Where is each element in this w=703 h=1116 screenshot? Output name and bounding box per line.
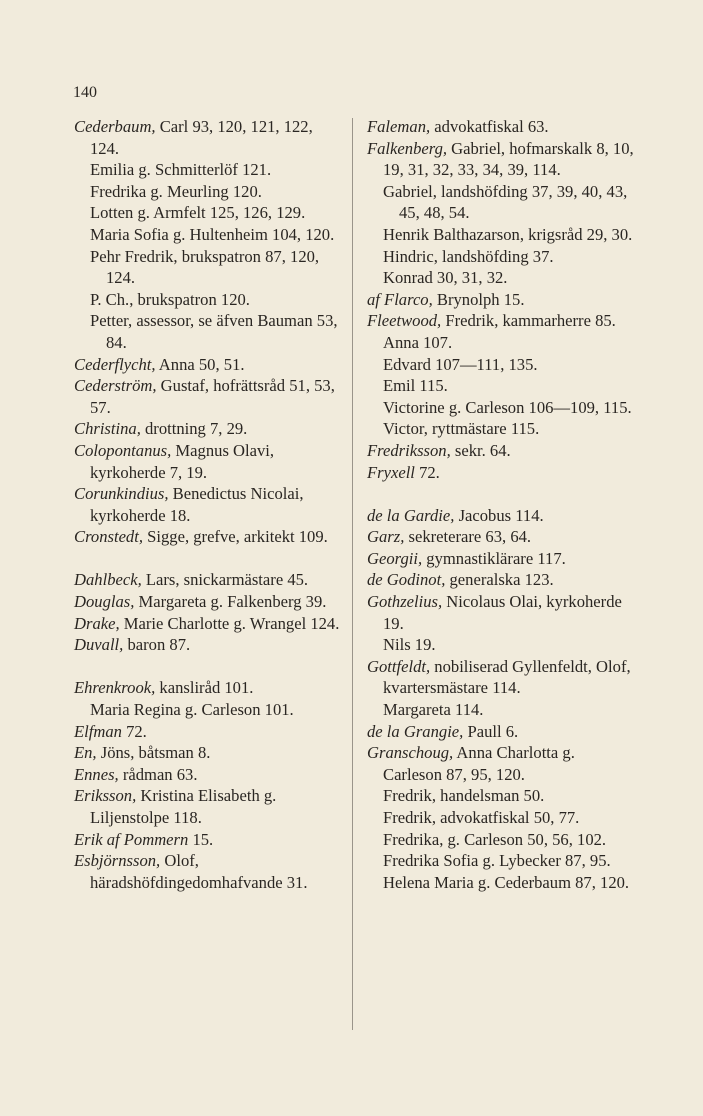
index-entry bbox=[74, 569, 340, 591]
index-entry bbox=[74, 440, 340, 483]
index-entry bbox=[367, 785, 637, 807]
entry-text: advokatfiskal 63. bbox=[430, 117, 549, 136]
index-entry bbox=[74, 634, 340, 656]
entry-text: Edvard 107—111, 135. bbox=[383, 354, 538, 374]
index-entry bbox=[74, 224, 340, 246]
entry-text: Gabriel, hofmarskalk 8, 10, 19, 31, 32, 33, 34, 39, 114. bbox=[383, 138, 634, 180]
index-entry bbox=[367, 699, 637, 721]
entry-text: Jöns, båtsman 8. bbox=[96, 743, 211, 763]
entry-headword: Ehrenkrook, bbox=[74, 678, 156, 698]
entry-text: sekr. 64. bbox=[450, 440, 511, 460]
entry-text: Pehr Fredrik, brukspatron 87, 120, 124. bbox=[90, 246, 320, 288]
entry-text: Anna 107. bbox=[383, 332, 453, 352]
index-entry bbox=[367, 526, 637, 548]
entry-headword: En, bbox=[74, 743, 97, 763]
index-entry bbox=[74, 310, 340, 353]
entry-text: Anna Charlotta g. Carleson 87, 95, 120. bbox=[383, 743, 575, 784]
entry-text: Margareta 114. bbox=[383, 700, 484, 720]
index-entry bbox=[74, 850, 340, 893]
entry-text: Fredrik, advokatfiskal 50, 77. bbox=[383, 808, 580, 827]
index-entry bbox=[367, 634, 637, 656]
entry-headword: Colopontanus, bbox=[74, 440, 172, 460]
index-entry bbox=[367, 267, 637, 289]
index-entry bbox=[74, 742, 340, 764]
index-entry bbox=[74, 829, 340, 851]
entry-headword: Douglas, bbox=[74, 592, 135, 612]
entry-text: Marie Charlotte g. Wrangel 124. bbox=[119, 613, 340, 633]
index-entry bbox=[74, 289, 340, 311]
index-entry bbox=[367, 591, 637, 634]
index-entry bbox=[367, 807, 637, 829]
index-entry bbox=[74, 764, 340, 786]
entry-text: 72. bbox=[414, 462, 440, 482]
entry-text: Fredrik, kammarherre 85. bbox=[441, 311, 616, 331]
entry-text: P. Ch., brukspatron 120. bbox=[90, 289, 250, 309]
index-entry bbox=[74, 785, 340, 828]
index-entry bbox=[74, 591, 340, 613]
column-divider bbox=[352, 118, 353, 1030]
entry-text: 72. bbox=[121, 721, 147, 741]
entry-text: Olof, häradshöfdingedomhafvande 31. bbox=[90, 851, 308, 892]
entry-text: kansliråd 101. bbox=[155, 678, 254, 698]
entry-headword: Dahlbeck, bbox=[74, 570, 142, 590]
index-entry bbox=[74, 613, 340, 635]
index-column-left bbox=[74, 116, 340, 893]
index-entry bbox=[367, 656, 637, 699]
entry-text: baron 87. bbox=[123, 635, 191, 655]
index-entry bbox=[367, 138, 637, 181]
entry-text: Fredrika Sofia g. Lybecker 87, 95. bbox=[383, 851, 611, 871]
index-entry bbox=[367, 181, 637, 224]
index-entry bbox=[367, 354, 637, 376]
entry-text: nobiliserad Gyllenfeldt, Olof, kvartersmästare 114. bbox=[383, 656, 631, 698]
entry-headword: Cederflycht, bbox=[74, 354, 156, 374]
index-entry bbox=[74, 116, 340, 159]
entry-text: Jacobus 114. bbox=[454, 505, 544, 525]
entry-text: Fredrika, g. Carleson 50, 56, 102. bbox=[383, 829, 607, 849]
entry-headword: Cederbaum, bbox=[74, 117, 156, 136]
entry-text: Brynolph 15. bbox=[432, 289, 525, 309]
entry-text: Maria Regina g. Carleson 101. bbox=[90, 700, 294, 720]
index-entry bbox=[367, 310, 637, 332]
index-entry bbox=[367, 224, 637, 246]
index-entry bbox=[74, 699, 340, 721]
entry-text: sekreterare 63, 64. bbox=[404, 527, 532, 547]
index-entry bbox=[74, 677, 340, 699]
entry-text: Hindric, landshöfding 37. bbox=[383, 246, 554, 266]
entry-headword: de la Gardie, bbox=[367, 505, 455, 525]
index-entry bbox=[367, 548, 637, 570]
entry-headword: Faleman, bbox=[367, 117, 431, 136]
entry-headword: Eriksson, bbox=[74, 786, 137, 806]
index-entry bbox=[74, 246, 340, 289]
entry-text: Victorine g. Carleson 106—109, 115. bbox=[383, 397, 632, 417]
index-entry bbox=[74, 526, 340, 548]
index-entry bbox=[367, 462, 637, 484]
entry-headword: Georgii, bbox=[367, 548, 423, 568]
entry-text: generalska 123. bbox=[445, 570, 554, 590]
index-entry bbox=[367, 850, 637, 872]
entry-text: Petter, assessor, se äfven Bauman 53, 84. bbox=[90, 311, 338, 352]
entry-text: Nicolaus Olai, kyrkoherde 19. bbox=[383, 592, 622, 633]
index-entry bbox=[367, 505, 637, 527]
page-number: 140 bbox=[73, 84, 97, 101]
entry-headword: Gothzelius, bbox=[367, 592, 443, 612]
index-entry bbox=[74, 354, 340, 376]
index-entry bbox=[74, 181, 340, 203]
index-entry bbox=[367, 332, 637, 354]
entry-headword: de Godinot, bbox=[367, 570, 446, 590]
entry-headword: Granschoug, bbox=[367, 743, 454, 763]
entry-headword: Fredriksson, bbox=[367, 440, 451, 460]
entry-text: Emilia g. Schmitterlöf 121. bbox=[90, 160, 272, 180]
entry-headword: Ennes, bbox=[74, 764, 119, 784]
entry-text: Nils 19. bbox=[383, 635, 436, 655]
index-entry bbox=[367, 569, 637, 591]
entry-headword: Erik af Pommern bbox=[74, 829, 189, 849]
index-entry bbox=[367, 829, 637, 851]
entry-text: Lotten g. Armfelt 125, 126, 129. bbox=[90, 203, 306, 223]
entry-headword: Falkenberg, bbox=[367, 138, 448, 158]
entry-text: Margareta g. Falkenberg 39. bbox=[134, 592, 327, 612]
entry-text: 15. bbox=[188, 829, 214, 849]
entry-text: Helena Maria g. Cederbaum 87, 120. bbox=[383, 872, 630, 892]
index-entry bbox=[367, 872, 637, 894]
index-entry bbox=[367, 721, 637, 743]
index-entry bbox=[367, 116, 637, 138]
entry-text: Konrad 30, 31, 32. bbox=[383, 268, 508, 288]
index-entry bbox=[367, 289, 637, 311]
entry-text: Lars, snickarmästare 45. bbox=[141, 570, 309, 590]
index-entry bbox=[367, 742, 637, 785]
index-entry bbox=[74, 202, 340, 224]
index-entry bbox=[367, 375, 637, 397]
entry-headword: Gottfeldt, bbox=[367, 656, 431, 676]
index-entry bbox=[74, 375, 340, 418]
entry-headword: Corunkindius, bbox=[74, 484, 169, 504]
entry-text: Maria Sofia g. Hultenheim 104, 120. bbox=[90, 224, 335, 244]
entry-text: Gabriel, landshöfding 37, 39, 40, 43, 45, 48, 54. bbox=[383, 181, 628, 223]
entry-headword: Fleetwood, bbox=[367, 311, 442, 331]
entry-text: Sigge, grefve, arkitekt 109. bbox=[143, 527, 328, 547]
entry-text: drottning 7, 29. bbox=[140, 419, 248, 439]
entry-headword: Cronstedt, bbox=[74, 527, 143, 547]
entry-text: rådman 63. bbox=[118, 764, 198, 784]
index-entry bbox=[74, 159, 340, 181]
entry-text: Victor, ryttmästare 115. bbox=[383, 419, 540, 439]
entry-headword: Elfman bbox=[74, 721, 122, 741]
entry-headword: Fryxell bbox=[367, 462, 415, 482]
entry-headword: Christina, bbox=[74, 419, 141, 439]
entry-headword: af Flarco, bbox=[367, 289, 433, 309]
index-entry bbox=[74, 721, 340, 743]
entry-text: Carl 93, 120, 121, 122, 124. bbox=[90, 117, 313, 158]
entry-text: Anna 50, 51. bbox=[155, 354, 245, 374]
entry-text: Emil 115. bbox=[383, 376, 448, 396]
entry-text: Magnus Olavi, kyrkoherde 7, 19. bbox=[90, 440, 275, 482]
entry-headword: Drake, bbox=[74, 613, 120, 633]
entry-headword: Duvall, bbox=[74, 635, 124, 655]
index-entry bbox=[367, 246, 637, 268]
entry-text: Kristina Elisabeth g. Liljenstolpe 118. bbox=[90, 786, 277, 827]
index-column-right bbox=[367, 116, 637, 893]
entry-headword: de la Grangie, bbox=[367, 721, 464, 741]
entry-text: gymnastiklärare 117. bbox=[422, 548, 566, 568]
entry-text: Benedictus Nicolai, kyrkoherde 18. bbox=[90, 484, 304, 525]
entry-text: Gustaf, hofrättsråd 51, 53, 57. bbox=[90, 376, 335, 417]
index-entry bbox=[74, 418, 340, 440]
entry-headword: Esbjörnsson, bbox=[74, 851, 161, 871]
index-entry bbox=[367, 440, 637, 462]
index-entry bbox=[74, 483, 340, 526]
entry-headword: Garz, bbox=[367, 527, 405, 547]
index-entry bbox=[367, 418, 637, 440]
entry-text: Henrik Balthazarson, krigsråd 29, 30. bbox=[383, 224, 633, 244]
entry-text: Fredrika g. Meurling 120. bbox=[90, 181, 262, 201]
entry-headword: Cederström, bbox=[74, 376, 157, 396]
entry-text: Fredrik, handelsman 50. bbox=[383, 786, 545, 806]
index-entry bbox=[367, 397, 637, 419]
entry-text: Paull 6. bbox=[463, 721, 519, 741]
